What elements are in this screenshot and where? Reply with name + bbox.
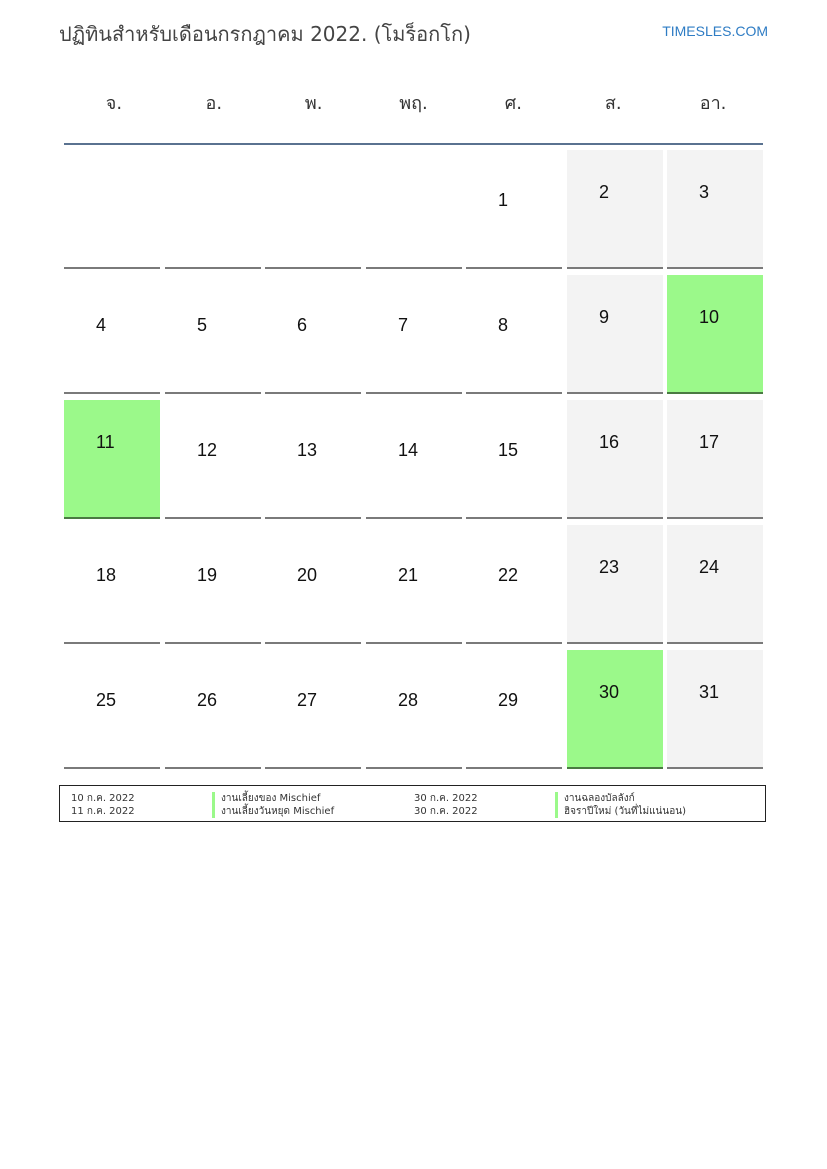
holiday-name: งานเลี้ยงวันหยุด Mischief — [221, 806, 335, 817]
holiday-name: งานฉลองบัลลังก์ — [564, 793, 635, 804]
day-number: 3 — [699, 182, 710, 202]
calendar-empty-cell — [265, 150, 361, 269]
day-number: 10 — [699, 307, 720, 327]
calendar-day-cell[interactable] — [667, 400, 763, 519]
day-number: 17 — [699, 432, 720, 452]
holiday-name: งานเลี้ยงของ Mischief — [221, 793, 321, 804]
calendar-day-cell[interactable] — [165, 650, 261, 769]
calendar-day-cell[interactable] — [165, 275, 261, 394]
calendar-empty-cell — [165, 150, 261, 269]
day-number: 13 — [297, 440, 318, 460]
calendar-day-cell[interactable] — [466, 525, 562, 644]
page-title: ปฏิทินสำหรับเดือนกรกฎาคม 2022. (โมร็อกโก) — [59, 22, 471, 46]
holiday-date: 10 ก.ค. 2022 — [71, 793, 135, 804]
holiday-legend-entry — [71, 805, 401, 818]
holiday-color-marker — [212, 792, 215, 805]
calendar-day-cell[interactable] — [265, 525, 361, 644]
day-number: 12 — [197, 440, 218, 460]
day-number: 15 — [498, 440, 519, 460]
calendar-day-cell[interactable] — [64, 400, 160, 519]
calendar-day-cell[interactable] — [265, 650, 361, 769]
calendar-day-cell[interactable] — [667, 275, 763, 394]
holiday-name: ฮิจราปีใหม่ (วันที่ไม่แน่นอน) — [564, 806, 686, 817]
calendar-day-cell[interactable] — [567, 525, 663, 644]
day-number: 4 — [96, 315, 107, 335]
weekday-saturday: ส. — [604, 93, 622, 114]
calendar-day-cell[interactable] — [667, 525, 763, 644]
day-number: 14 — [398, 440, 419, 460]
day-number: 31 — [699, 682, 720, 702]
calendar-day-cell[interactable] — [567, 275, 663, 394]
calendar-day-cell[interactable] — [567, 400, 663, 519]
day-number: 28 — [398, 690, 419, 710]
day-number: 29 — [498, 690, 519, 710]
day-number: 16 — [599, 432, 620, 452]
calendar-day-cell[interactable] — [466, 150, 562, 269]
weekday-friday: ศ. — [504, 93, 522, 114]
calendar-day-cell[interactable] — [667, 650, 763, 769]
day-number: 21 — [398, 565, 419, 585]
calendar-day-cell[interactable] — [667, 150, 763, 269]
calendar-day-cell[interactable] — [366, 525, 462, 644]
weekday-thursday: พฤ. — [399, 93, 428, 114]
day-number: 22 — [498, 565, 519, 585]
day-number: 24 — [699, 557, 720, 577]
weekday-wednesday: พ. — [304, 93, 323, 114]
calendar-day-cell[interactable] — [165, 525, 261, 644]
weekday-header-row — [64, 86, 763, 145]
calendar-day-cell[interactable] — [366, 275, 462, 394]
calendar-day-cell[interactable] — [64, 275, 160, 394]
day-number: 11 — [96, 432, 115, 452]
day-number: 30 — [599, 682, 620, 702]
day-number: 23 — [599, 557, 620, 577]
day-number: 6 — [297, 315, 308, 335]
calendar-empty-cell — [64, 150, 160, 269]
day-number: 5 — [197, 315, 208, 335]
holiday-color-marker — [212, 805, 215, 818]
weekday-tuesday: อ. — [205, 93, 223, 114]
calendar-day-cell[interactable] — [567, 150, 663, 269]
calendar-day-cell[interactable] — [366, 400, 462, 519]
day-number: 2 — [599, 182, 610, 202]
day-number: 27 — [297, 690, 318, 710]
holiday-legend-entry — [414, 792, 744, 805]
day-number: 19 — [197, 565, 218, 585]
day-number: 1 — [498, 190, 509, 210]
holiday-legend — [59, 785, 766, 822]
calendar-empty-cell — [366, 150, 462, 269]
holiday-legend-entry — [414, 805, 744, 818]
weekday-monday: จ. — [105, 93, 123, 114]
calendar-day-cell[interactable] — [265, 275, 361, 394]
holiday-date: 30 ก.ค. 2022 — [414, 793, 478, 804]
holiday-date: 30 ก.ค. 2022 — [414, 806, 478, 817]
calendar-day-cell[interactable] — [466, 650, 562, 769]
calendar-day-cell[interactable] — [567, 650, 663, 769]
weekday-sunday: อา. — [699, 93, 727, 114]
holiday-color-marker — [555, 805, 558, 818]
holiday-date: 11 ก.ค. 2022 — [71, 806, 135, 817]
day-number: 7 — [398, 315, 409, 335]
calendar-day-cell[interactable] — [466, 275, 562, 394]
day-number: 9 — [599, 307, 610, 327]
calendar-day-cell[interactable] — [265, 400, 361, 519]
calendar-day-cell[interactable] — [466, 400, 562, 519]
site-link[interactable]: TIMESLES.COM — [662, 23, 768, 39]
calendar-day-cell[interactable] — [165, 400, 261, 519]
day-number: 26 — [197, 690, 218, 710]
holiday-legend-entry — [71, 792, 401, 805]
day-number: 8 — [498, 315, 509, 335]
calendar-day-cell[interactable] — [366, 650, 462, 769]
calendar-day-cell[interactable] — [64, 525, 160, 644]
day-number: 18 — [96, 565, 117, 585]
holiday-color-marker — [555, 792, 558, 805]
calendar-day-cell[interactable] — [64, 650, 160, 769]
day-number: 20 — [297, 565, 318, 585]
day-number: 25 — [96, 690, 117, 710]
